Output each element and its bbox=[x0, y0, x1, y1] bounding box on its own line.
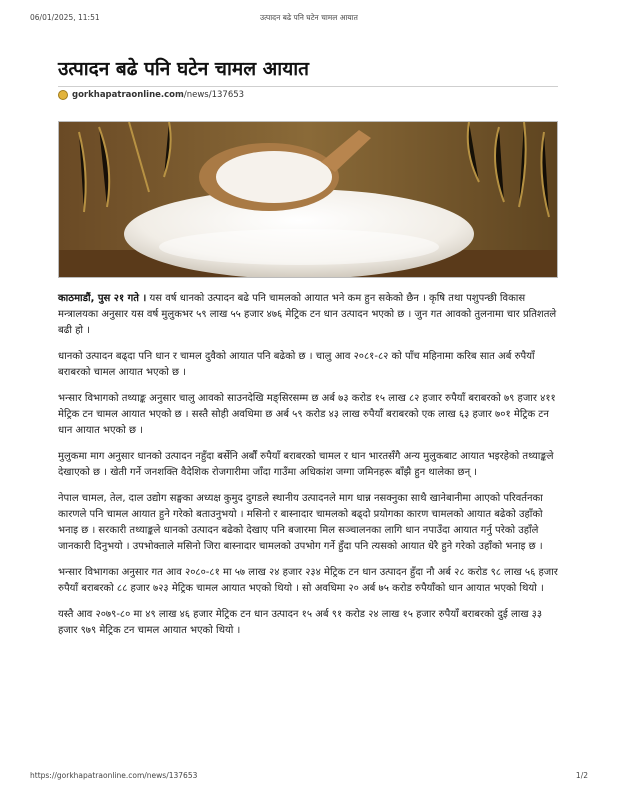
page-number: 1/2 bbox=[575, 771, 588, 780]
article-body bbox=[58, 291, 558, 649]
print-header bbox=[30, 13, 588, 27]
paragraph-4: मुलुकमा माग अनुसार धानको उत्पादन नहुँदा बर्सेनि अर्बौं रुपैयाँ बराबरको चामल र धान भारतसँगै अन्य मुलुकबाट आयात भइरहेको तथ्याङ्कले देखाएको छ । खेती गर्ने जनशक्ति वैदेशिक रोजगारीमा जाँदा गाउँमा अधिकांश जग्गा जमिनहरू बाँझै हुन थालेका छन् । bbox=[58, 451, 554, 478]
source-domain: gorkhapatraonline.com bbox=[72, 90, 184, 100]
rice-scoop-icon bbox=[59, 122, 557, 277]
site-favicon-icon bbox=[58, 90, 68, 100]
paragraph-3: भन्सार विभागको तथ्याङ्क अनुसार चालु आवको साउनदेखि मङ्सिरसम्म छ अर्ब ७३ करोड १५ लाख ८२ हजार रुपैयाँ बराबरको ७९ हजार ४११ मेट्रिक टन चामल आयात भएको छ । सस्तै सोही अवधिमा छ अर्ब ५९ करोड ४३ लाख रुपैयाँ बराबरको एक लाख ६३ हजार ७०१ मेट्रिक टन धान आयात भएको छ । bbox=[58, 393, 556, 436]
source-path: /news/137653 bbox=[183, 90, 245, 100]
article-image bbox=[58, 121, 558, 278]
paragraph-6: भन्सार विभागका अनुसार गत आव २०८०-८१ मा ५७ लाख २४ हजार २३४ मेट्रिक टन धान उत्पादन हुँदा नौ अर्ब २८ करोड ९८ लाख ५६ हजार रुपैयाँ बराबरको ८८ हजार ७२३ मेट्रिक चामल आयात भएको थियो । सो अवधिमा २० अर्ब ७५ करोड रुपैयाँको धान आयात भएको थियो । bbox=[58, 567, 558, 594]
source-link[interactable] bbox=[58, 90, 244, 100]
print-datetime: 06/01/2025, 11:51 bbox=[30, 13, 100, 22]
dateline: काठमाडौं, पुस २१ गते । bbox=[58, 293, 147, 304]
headline-divider bbox=[58, 86, 558, 87]
article-headline: उत्पादन बढे पनि घटेन चामल आयात bbox=[58, 58, 309, 80]
paragraph-2: धानको उत्पादन बढ्दा पनि धान र चामल दुवैको आयात पनि बढेको छ । चालु आव २०८१-८२ को पाँच महिनामा करिब सात अर्ब रुपैयाँ बराबरको चामल आयात भएको छ । bbox=[58, 351, 535, 378]
print-title: उत्पादन बढे पनि घटेन चामल आयात bbox=[260, 13, 358, 22]
paragraph-1 bbox=[58, 291, 558, 339]
paragraph-1-text: यस वर्ष धानको उत्पादन बढे पनि चामलको आयात भने कम हुन सकेको छैन । कृषि तथा पशुपन्छी विकास मन्त्रालयका अनुसार यस वर्ष मुलुकभर ५९ लाख ५५ हजार ४७६ मेट्रिक टन धान उत्पादन भएको छ । जुन गत आवको तुलनामा चार प्रतिशतले बढी हो । bbox=[58, 293, 557, 336]
paragraph-7: यस्तै आव २०७९-८० मा ४९ लाख ४६ हजार मेट्रिक टन धान उत्पादन १५ अर्ब ९१ करोड २४ लाख १५ हजार रुपैयाँ बराबरको दुई लाख ३३ हजार ९७९ मेट्रिक टन चामल आयात भएको थियो । bbox=[58, 609, 543, 636]
print-footer bbox=[30, 771, 588, 783]
paragraph-5: नेपाल चामल, तेल, दाल उद्योग सङ्घका अध्यक्ष कुमुद दुगडले स्थानीय उत्पादनले माग धान्न नसक्नुका साथै खानेबानीमा आएको परिवर्तनका कारणले पनि चामल आयात हुने गरेको बताउनुभयो । मसिनो र बास्नादार चामलको बढ्दो प्रयोगका कारण चामलको आयात बढेको उहाँको भनाइ छ । सरकारी तथ्याङ्कले धानको उत्पादन बढेको देखाए पनि बजारमा मिल सञ्चालनका लागि धान नपाउँदा आयात गर्नु परेको उहाँले जानकारी दिनुभयो । उपभोक्ताले मसिनो जिरा बास्नादार चामलको उपभोग गर्ने हुँदा पनि त्यसको आयात धेरै हुने गरेको उहाँको भनाइ छ । bbox=[58, 493, 543, 552]
print-url: https://gorkhapatraonline.com/news/137653 bbox=[30, 771, 198, 780]
